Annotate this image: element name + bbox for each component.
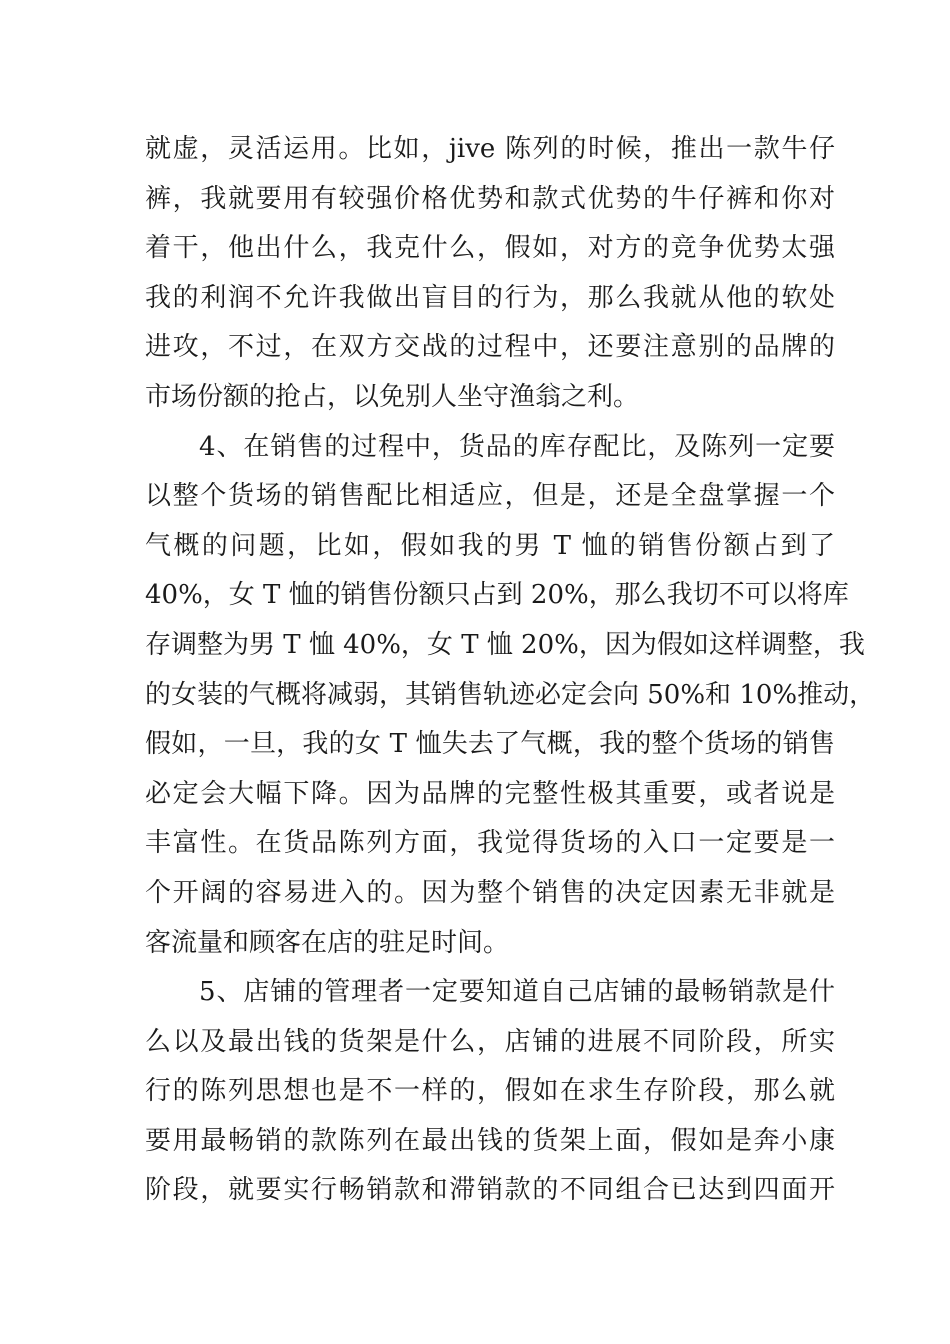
text-line: 进攻，不过，在双方交战的过程中，还要注意别的品牌的: [145, 332, 835, 363]
text-line: 着干，他出什么，我克什么，假如，对方的竞争优势太强: [145, 233, 835, 264]
text-line: 的女装的气概将减弱，其销售轨迹必定会向 50%和 10%推动，: [145, 679, 876, 710]
text-line: 40%，女 T 恤的销售份额只占到 20%，那么我切不可以将库: [145, 580, 849, 611]
text-line: 假如，一旦，我的女 T 恤失去了气概，我的整个货场的销售: [145, 729, 835, 760]
text-line: 要用最畅销的款陈列在最出钱的货架上面，假如是奔小康: [145, 1125, 835, 1156]
text-line: 丰富性。在货品陈列方面，我觉得货场的入口一定要是一: [145, 828, 835, 859]
text-line: 存调整为男 T 恤 40%，女 T 恤 20%，因为假如这样调整，我: [145, 629, 865, 660]
text-line: 阶段，就要实行畅销款和滞销款的不同组合已达到四面开: [145, 1175, 835, 1206]
text-line: 必定会大幅下降。因为品牌的完整性极其重要，或者说是: [145, 778, 835, 809]
text-line: 客流量和顾客在店的驻足时间。: [145, 927, 510, 958]
text-line: 么以及最出钱的货架是什么，店铺的进展不同阶段，所实: [145, 1026, 835, 1057]
text-line: 市场份额的抢占，以免别人坐守渔翁之利。: [145, 381, 640, 412]
text-line: 以整个货场的销售配比相适应，但是，还是全盘掌握一个: [145, 481, 835, 512]
text-line: 裤，我就要用有较强价格优势和款式优势的牛仔裤和你对: [145, 183, 835, 214]
text-line: 5、店铺的管理者一定要知道自己店铺的最畅销款是什: [199, 977, 835, 1008]
text-line: 行的陈列思想也是不一样的，假如在求生存阶段，那么就: [145, 1076, 835, 1107]
body-text: [145, 125, 876, 1216]
text-line: 就虚，灵活运用。比如，jive 陈列的时候，推出一款牛仔: [145, 134, 835, 164]
text-line: 4、在销售的过程中，货品的库存配比，及陈列一定要: [199, 431, 835, 462]
text-line: 气概的问题，比如，假如我的男 T 恤的销售份额占到了: [145, 530, 835, 561]
text-line: 我的利润不允许我做出盲目的行为，那么我就从他的软处: [145, 282, 835, 313]
text-line: 个开阔的容易进入的。因为整个销售的决定因素无非就是: [145, 877, 835, 908]
